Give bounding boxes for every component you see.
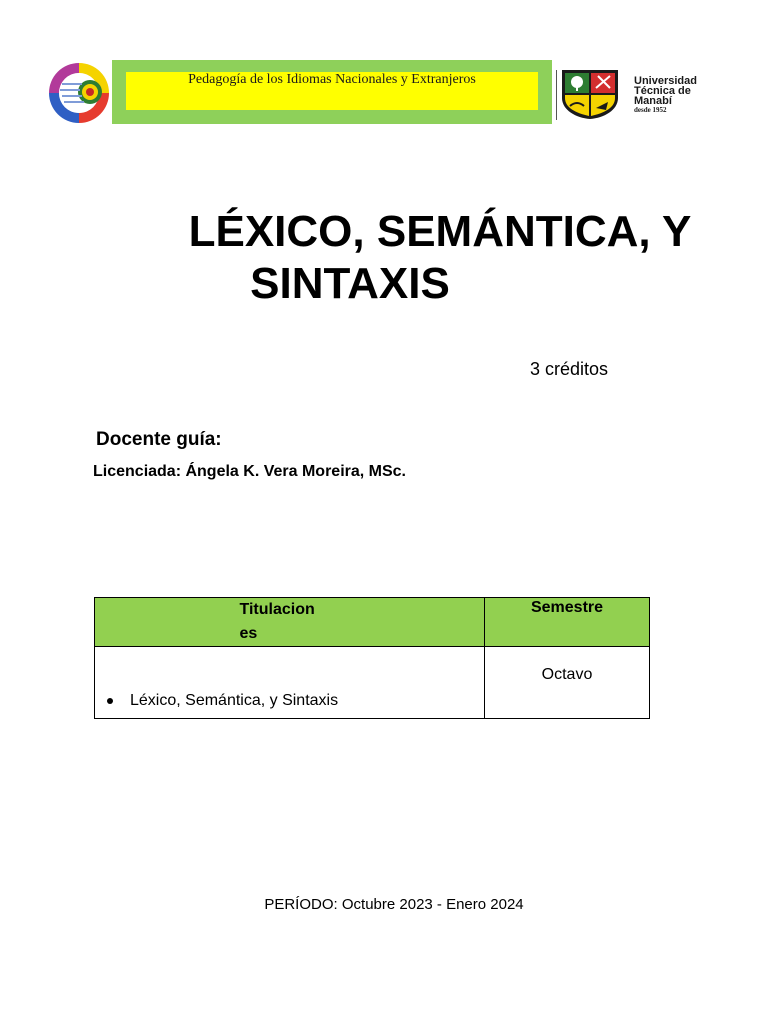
course-title-line1: LÉXICO, SEMÁNTICA, Y	[188, 207, 692, 256]
language-school-emblem-icon	[46, 62, 112, 124]
program-name: Pedagogía de los Idiomas Nacionales y Extranjeros	[188, 72, 476, 87]
titulacion-value: Léxico, Semántica, y Sintaxis	[130, 692, 339, 709]
table-cell-titulacion	[95, 647, 485, 719]
university-shield-icon	[560, 68, 620, 120]
program-banner	[112, 60, 552, 124]
bullet-icon	[107, 698, 113, 704]
academic-period: PERÍODO: Octubre 2023 - Enero 2024	[264, 896, 524, 913]
university-name-line1: Universidad	[634, 75, 697, 87]
header-divider	[556, 70, 557, 120]
table-header-semestre-label: Semestre	[530, 599, 604, 616]
table-header-titulacion	[95, 598, 485, 647]
table-header-titulacion-line1: Titulacion	[239, 601, 315, 618]
docente-heading: Docente guía:	[96, 429, 222, 450]
university-name	[634, 76, 724, 115]
table-header-titulacion-line2: es	[239, 625, 258, 642]
university-name-line3: Manabí	[634, 95, 672, 107]
docente-name: Licenciada: Ángela K. Vera Moreira, MSc.	[93, 463, 406, 480]
table-header-row	[95, 598, 650, 647]
program-banner-highlight	[126, 72, 538, 110]
course-credits: 3 créditos	[530, 359, 609, 379]
table-row	[95, 647, 650, 719]
table-header-semestre	[485, 598, 650, 647]
university-since: desde 1952	[634, 106, 667, 114]
course-title-line2: SINTAXIS	[250, 259, 450, 308]
program-table	[94, 597, 650, 719]
university-name-line2: Técnica de	[634, 85, 691, 97]
course-title	[90, 206, 768, 310]
table-cell-semestre: Octavo	[485, 647, 650, 719]
